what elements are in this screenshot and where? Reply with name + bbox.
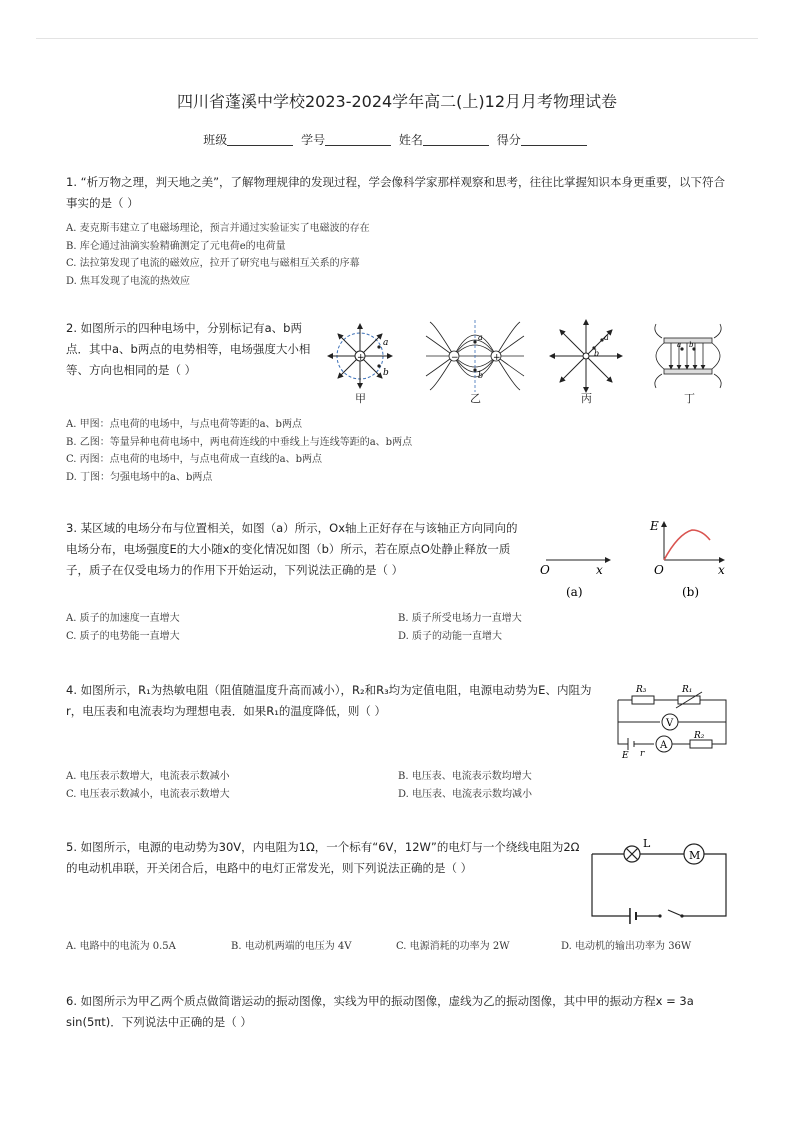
- question-4-options: [66, 768, 728, 803]
- caption-jia: 甲: [355, 392, 366, 405]
- circuit5-motor-label: M: [689, 849, 701, 862]
- question-4-stem: 4. 如图所示，R₁为热敏电阻（阻值随温度升高而减小），R₂和R₃均为定值电阻，电源电动势为E、内阻为r，电压表和电流表均为理想电表．如果R₁的温度降低，则（ ）: [66, 683, 592, 718]
- q1-option-a[interactable]: A. 麦克斯韦建立了电磁场理论，预言并通过实验证实了电磁波的存在: [66, 223, 370, 234]
- class-field[interactable]: [203, 131, 297, 148]
- figure-jia-point-charge: [328, 324, 392, 405]
- ding-label-b: b: [689, 341, 694, 349]
- q1-option-b[interactable]: B. 库仑通过油滴实验精确测定了元电荷e的电荷量: [66, 240, 286, 252]
- score-label: 得分: [496, 133, 521, 147]
- figure-ding-uniform-field: [655, 324, 721, 405]
- student-info-row: [0, 131, 794, 148]
- class-blank[interactable]: [227, 133, 293, 146]
- circuit4-internal-r: r: [640, 749, 645, 759]
- q1-option-d[interactable]: D. 焦耳发现了电流的热效应: [66, 275, 191, 287]
- circuit4-r1: R₁: [682, 685, 693, 695]
- question-2-options-block: [66, 416, 412, 486]
- question-5-options-block: [66, 938, 726, 956]
- circuit5-lamp-label: L: [643, 838, 651, 850]
- fig3b-y-label: E: [650, 519, 659, 533]
- fig3b-caption: (b): [682, 585, 700, 599]
- jia-label-a: a: [383, 338, 389, 348]
- svg-text:+: +: [357, 353, 365, 363]
- student-id-label: 学号: [301, 133, 326, 147]
- circuit4-emf: E: [622, 751, 629, 760]
- question-1: [66, 172, 726, 290]
- q5-option-a[interactable]: A. 电路中的电流为 0.5A: [66, 941, 176, 952]
- question-2-options: [66, 416, 412, 486]
- q5-option-b[interactable]: B. 电动机两端的电压为 4V: [231, 941, 352, 952]
- circuit4-ammeter: A: [660, 740, 668, 751]
- name-blank[interactable]: [423, 133, 489, 146]
- question-6: [66, 991, 726, 1033]
- name-label: 姓名: [398, 133, 423, 147]
- student-id-blank[interactable]: [325, 133, 391, 146]
- question-3: [66, 518, 526, 581]
- figure-3a-axis: [540, 560, 610, 599]
- question-5: [66, 837, 586, 879]
- page-title: 四川省蓬溪中学校2023-2024学年高二(上)12月月考物理试卷: [176, 92, 618, 111]
- q5-option-c[interactable]: C. 电源消耗的功率为 2W: [396, 941, 510, 952]
- bing-label-b: b: [594, 349, 600, 358]
- circuit4-r3: R₃: [636, 685, 647, 695]
- score-field[interactable]: [497, 131, 591, 148]
- q4-option-b[interactable]: B. 电压表、电流表示数均增大: [398, 771, 532, 782]
- q3-option-c[interactable]: C. 质子的电势能一直增大: [66, 630, 180, 642]
- q4-option-d[interactable]: D. 电压表、电流表示数均减小: [398, 788, 533, 800]
- question-3-options: [66, 610, 728, 645]
- bing-label-a: a: [604, 333, 609, 342]
- question-2-figures: [326, 316, 736, 408]
- svg-text:−: −: [451, 353, 459, 363]
- caption-yi: 乙: [470, 392, 481, 405]
- figure-yi-dipole: [426, 320, 524, 392]
- figure-3b-graph: [649, 519, 725, 599]
- q3-option-a[interactable]: A. 质子的加速度一直增大: [66, 613, 180, 624]
- circuit4-r2: R₂: [694, 731, 705, 741]
- q1-option-c[interactable]: C. 法拉第发现了电流的磁效应，拉开了研究电与磁相互关系的序幕: [66, 258, 360, 269]
- q2-option-b[interactable]: B. 乙图：等量异种电荷电场中，两电荷连线的中垂线上与连线等距的a、b两点: [66, 436, 413, 448]
- fig3b-origin: O: [654, 563, 664, 577]
- fig3a-x-label: x: [596, 563, 603, 577]
- question-5-stem: 5. 如图所示，电源的电动势为30V，内电阻为1Ω，一个标有“6V，12W”的电灯与一个绕线电阻为2Ω的电动机串联，开关闭合后，电路中的电灯正常发光，则下列说法正确的是（ ）: [66, 840, 580, 875]
- question-5-options: [66, 938, 726, 956]
- fig3a-origin: O: [540, 563, 550, 577]
- yi-label-a: a: [478, 333, 483, 342]
- header-rule: [36, 38, 758, 39]
- question-3-stem: 3. 某区域的电场分布与位置相关，如图（a）所示，Ox轴上正好存在与该轴正方向同向的电场分布，电场强度E的大小随x的变化情况如图（b）所示，若在原点O处静止释放一质子，质子在仅受电场力的作用下开始运动，下列说法正确的是（ ）: [66, 521, 518, 577]
- q3-option-b[interactable]: B. 质子所受电场力一直增大: [398, 613, 522, 624]
- yi-label-b: b: [478, 371, 484, 380]
- question-4-circuit: [614, 680, 738, 760]
- question-2-stem: 2. 如图所示的四种电场中，分别标记有a、b两点．其中a、b两点的电势相等，电场强度大小相等、方向也相同的是（ ）: [66, 321, 311, 377]
- circuit4-voltmeter: V: [666, 718, 674, 729]
- question-4: [66, 680, 596, 722]
- question-3-options-block: [66, 610, 728, 645]
- class-label: 班级: [203, 133, 228, 147]
- question-3-figures: [536, 516, 736, 602]
- fig3b-x-label: x: [718, 563, 725, 577]
- q3-option-d[interactable]: D. 质子的动能一直增大: [398, 630, 503, 642]
- student-id-field[interactable]: [301, 131, 395, 148]
- question-2: [66, 318, 318, 381]
- fig3a-caption: (a): [566, 585, 583, 599]
- score-blank[interactable]: [521, 133, 587, 146]
- figure-bing-point-charge: [550, 320, 622, 405]
- q4-option-a[interactable]: A. 电压表示数增大，电流表示数减小: [66, 771, 230, 782]
- caption-ding: 丁: [684, 392, 695, 405]
- q2-option-d[interactable]: D. 丁图：匀强电场中的a、b两点: [66, 471, 213, 483]
- question-1-stem: 1. “析万物之理，判天地之美”，了解物理规律的发现过程，学会像科学家那样观察和思考，往往比掌握知识本身更重要，以下符合事实的是（ ）: [66, 175, 726, 210]
- caption-bing: 丙: [581, 392, 592, 405]
- q5-option-d[interactable]: D. 电动机的输出功率为 36W: [561, 941, 692, 952]
- question-6-stem: 6. 如图所示为甲乙两个质点做简谐运动的振动图像，实线为甲的振动图像，虚线为乙的振动图像，其中甲的振动方程x = 3a sin(5πt)．下列说法中正确的是（ ）: [66, 994, 694, 1029]
- name-field[interactable]: [399, 131, 493, 148]
- question-4-options-block: [66, 768, 728, 803]
- question-1-options: [66, 220, 726, 290]
- q2-option-a[interactable]: A. 甲图：点电荷的电场中，与点电荷等距的a、b两点: [66, 419, 302, 430]
- svg-text:+: +: [493, 353, 501, 363]
- ding-label-a: a: [677, 341, 682, 349]
- question-5-circuit: [586, 838, 732, 924]
- jia-label-b: b: [383, 368, 389, 378]
- q2-option-c[interactable]: C. 丙图：点电荷的电场中，与点电荷成一直线的a、b两点: [66, 454, 323, 465]
- q4-option-c[interactable]: C. 电压表示数减小，电流表示数增大: [66, 788, 230, 800]
